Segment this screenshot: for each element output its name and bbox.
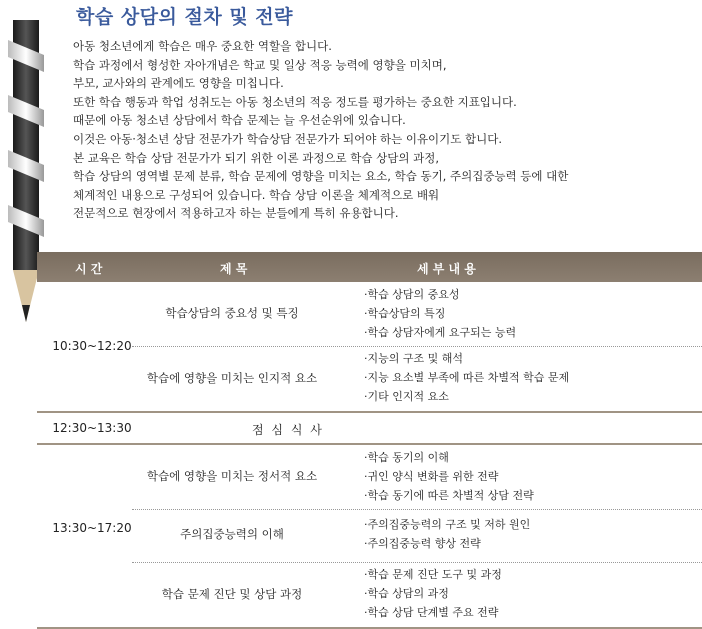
time-cell: 12:30~13:30 bbox=[52, 421, 132, 435]
detail-list bbox=[364, 515, 530, 553]
detail-item: ·학습상담의 특징 bbox=[364, 307, 446, 320]
topic-cell: 학습상담의 중요성 및 특징 bbox=[165, 306, 299, 320]
intro-line: 또한 학습 행동과 학업 성취도는 아동 청소년의 적응 정도를 평가하는 중요한 지표입니다. bbox=[73, 94, 517, 109]
detail-item: ·주의집중능력의 구조 및 저하 원인 bbox=[364, 518, 531, 531]
schedule-block-afternoon bbox=[37, 445, 702, 629]
intro-line: 체계적인 내용으로 구성되어 있습니다. 학습 상담 이론을 체계적으로 배워 bbox=[73, 187, 440, 202]
topic-cell: 학습에 영향을 미치는 인지적 요소 bbox=[146, 371, 318, 385]
schedule-row bbox=[132, 282, 702, 346]
detail-item: ·학습 동기에 따른 차별적 상담 전략 bbox=[364, 489, 534, 502]
schedule-row bbox=[132, 346, 702, 411]
intro-text bbox=[73, 37, 683, 223]
detail-item: ·지능의 구조 및 해석 bbox=[364, 352, 463, 365]
topic-cell: 학습 문제 진단 및 상담 과정 bbox=[161, 587, 303, 601]
intro-line: 본 교육은 학습 상담 전문가가 되기 위한 이론 과정으로 학습 상담의 과정, bbox=[73, 150, 440, 165]
schedule-row bbox=[132, 562, 702, 627]
detail-item: ·학습 동기의 이해 bbox=[364, 451, 449, 464]
detail-item: ·지능 요소별 부족에 따른 차별적 학습 문제 bbox=[364, 371, 570, 384]
time-cell: 13:30~17:20 bbox=[52, 521, 132, 535]
lunch-label: 점 심 식 사 bbox=[252, 423, 324, 437]
schedule-block-morning bbox=[37, 282, 702, 413]
intro-line: 때문에 아동 청소년 상담에서 학습 문제는 늘 우선순위에 있습니다. bbox=[73, 113, 406, 128]
schedule-header bbox=[37, 252, 702, 282]
header-time: 시 간 bbox=[75, 262, 103, 276]
schedule-block-lunch bbox=[37, 413, 702, 445]
time-cell: 10:30~12:20 bbox=[52, 339, 132, 353]
detail-list bbox=[364, 448, 534, 505]
intro-line: 학습 과정에서 형성한 자아개념은 학교 및 일상 적응 능력에 영향을 미치며, bbox=[73, 57, 447, 72]
header-topic: 제 목 bbox=[220, 262, 248, 276]
schedule-row bbox=[132, 445, 702, 509]
detail-list bbox=[364, 285, 516, 342]
detail-item: ·귀인 양식 변화를 위한 전략 bbox=[364, 470, 499, 483]
detail-item: ·학습 상담 단계별 주요 전략 bbox=[364, 606, 499, 619]
detail-item: ·학습 상담자에게 요구되는 능력 bbox=[364, 326, 517, 339]
intro-line: 전문적으로 현장에서 적용하고자 하는 분들에게 특히 유용합니다. bbox=[73, 206, 399, 221]
intro-line: 부모, 교사와의 관계에도 영향을 미칩니다. bbox=[73, 76, 284, 91]
detail-item: ·기타 인지적 요소 bbox=[364, 390, 449, 403]
page-title: 학습 상담의 절차 및 전략 bbox=[76, 6, 293, 28]
detail-item: ·주의집중능력 향상 전략 bbox=[364, 537, 481, 550]
intro-line: 아동 청소년에게 학습은 매우 중요한 역할을 합니다. bbox=[73, 39, 332, 53]
detail-item: ·학습 상담의 중요성 bbox=[364, 288, 460, 301]
intro-line: 학습 상담의 영역별 문제 분류, 학습 문제에 영향을 미치는 요소, 학습 동기, 주의집중능력 등에 대한 bbox=[73, 169, 569, 184]
detail-item: ·학습 상담의 과정 bbox=[364, 587, 449, 600]
topic-cell: 학습에 영향을 미치는 정서적 요소 bbox=[146, 469, 318, 483]
intro-line: 이것은 아동·청소년 상담 전문가가 학습상담 전문가가 되어야 하는 이유이기도 합니다. bbox=[73, 131, 503, 146]
schedule-table bbox=[37, 252, 702, 629]
topic-cell: 주의집중능력의 이해 bbox=[180, 527, 284, 541]
detail-list bbox=[364, 565, 502, 622]
header-detail: 세 부 내 용 bbox=[417, 262, 476, 276]
detail-item: ·학습 문제 진단 도구 및 과정 bbox=[364, 568, 502, 581]
detail-list bbox=[364, 349, 569, 406]
schedule-row bbox=[132, 509, 702, 562]
